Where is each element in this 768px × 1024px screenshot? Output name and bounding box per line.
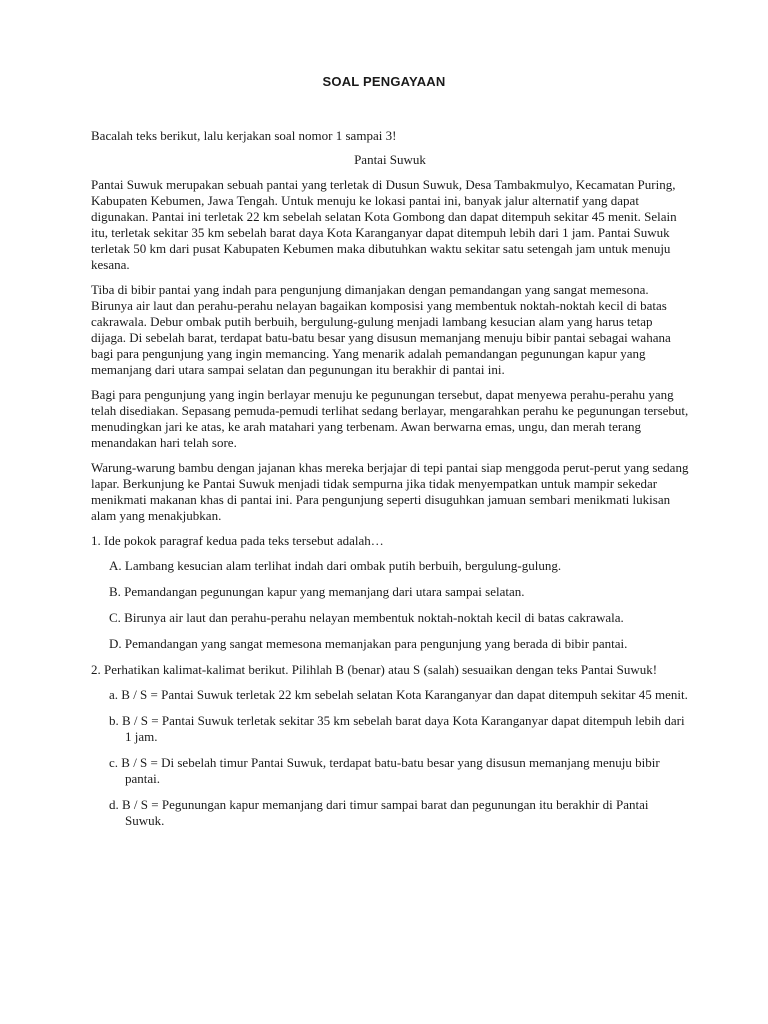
paragraph-3: Bagi para pengunjung yang ingin berlayar menuju ke pegunungan tersebut, dapat menyewa perahu-perahu yang telah disediakan. Sepasang pemuda-pemudi terlihat sedang berlayar, mengarahkan perahu ke pegunungan tersebut, menudingkan jari ke atas, ke arah matahari yang terbenam. Awan berwarna emas, ungu, dan merah terang menandakan hari telah sore. — [91, 387, 689, 450]
question-1-option-b: B. Pemandangan pegunungan kapur yang memanjang dari utara sampai selatan. — [109, 584, 525, 599]
paragraph-4: Warung-warung bambu dengan jajanan khas mereka berjajar di tepi pantai siap menggoda perut-perut yang sedang lapar. Berkunjung ke Pantai Suwuk menjadi tidak sempurna jika tidak menyempatkan untuk mampir sekedar menikmati makanan khas di pantai ini. Para pengunjung seperti disuguhkan jamuan sembari menikmati lukisan alam yang menakjubkan. — [91, 460, 689, 523]
question-2-statement-a: a. B / S = Pantai Suwuk terletak 22 km sebelah selatan Kota Karanganyar dan dapat ditempuh sekitar 45 menit. — [109, 687, 688, 702]
question-2-statement-c: c. B / S = Di sebelah timur Pantai Suwuk, terdapat batu-batu besar yang disusun memanjang menuju bibir pantai. — [109, 755, 660, 786]
document-title: SOAL PENGAYAAN — [322, 74, 446, 89]
question-1-option-c: C. Birunya air laut dan perahu-perahu nelayan membentuk noktah-noktah kecil di batas cakrawala. — [109, 610, 624, 625]
question-1-option-a: A. Lambang kesucian alam terlihat indah dari ombak putih berbuih, bergulung-gulung. — [109, 558, 562, 573]
question-2-statement-d: d. B / S = Pegunungan kapur memanjang dari timur sampai barat dan pegunungan itu berakhir di Pantai Suwuk. — [109, 797, 649, 828]
question-1-option-d: D. Pemandangan yang sangat memesona memanjakan para pengunjung yang berada di bibir pantai. — [109, 636, 628, 651]
document-body — [91, 128, 689, 839]
instruction-text: Bacalah teks berikut, lalu kerjakan soal nomor 1 sampai 3! — [91, 128, 397, 143]
paragraph-1: Pantai Suwuk merupakan sebuah pantai yang terletak di Dusun Suwuk, Desa Tambakmulyo, Kecamatan Puring, Kabupaten Kebumen, Jawa Tengah. Untuk menuju ke lokasi pantai ini, banyak jalur alternatif yang dapat digunakan. Pantai ini terletak 22 km sebelah selatan Kota Gombong dan dapat ditempuh sekitar 45 menit. Selain itu, terletak sekitar 35 km sebelah barat daya Kota Karanganyar dapat ditempuh lebih dari 1 jam. Pantai Suwuk terletak 50 km dari pusat Kabupaten Kebumen maka dibutuhkan waktu sekitar satu setengah jam untuk menuju kesana. — [91, 177, 677, 272]
passage-title: Pantai Suwuk — [354, 152, 426, 167]
paragraph-2: Tiba di bibir pantai yang indah para pengunjung dimanjakan dengan pemandangan yang sangat memesona. Birunya air laut dan perahu-perahu nelayan bagaikan komposisi yang membentuk noktah-noktah kecil di batas cakrawala. Debur ombak putih berbuih, bergulung-gulung menjadi lambang kesucian alam yang harus tetap dijaga. Di sebelah barat, terdapat batu-batu besar yang disusun memanjang menuju bibir pantai sebagai wahana bagi para pengunjung yang ingin memancing. Yang menarik adalah pemandangan pegunungan kapur yang memanjang dari utara sampai selatan dan pegunungan itu berakhir di pantai ini. — [91, 282, 671, 377]
question-2: 2. Perhatikan kalimat-kalimat berikut. Pilihlah B (benar) atau S (salah) sesuaikan dengan teks Pantai Suwuk! — [91, 662, 658, 677]
question-1: 1. Ide pokok paragraf kedua pada teks tersebut adalah… — [91, 533, 384, 548]
question-2-statement-b: b. B / S = Pantai Suwuk terletak sekitar 35 km sebelah barat daya Kota Karanganyar dapat ditempuh lebih dari 1 jam. — [109, 713, 685, 744]
